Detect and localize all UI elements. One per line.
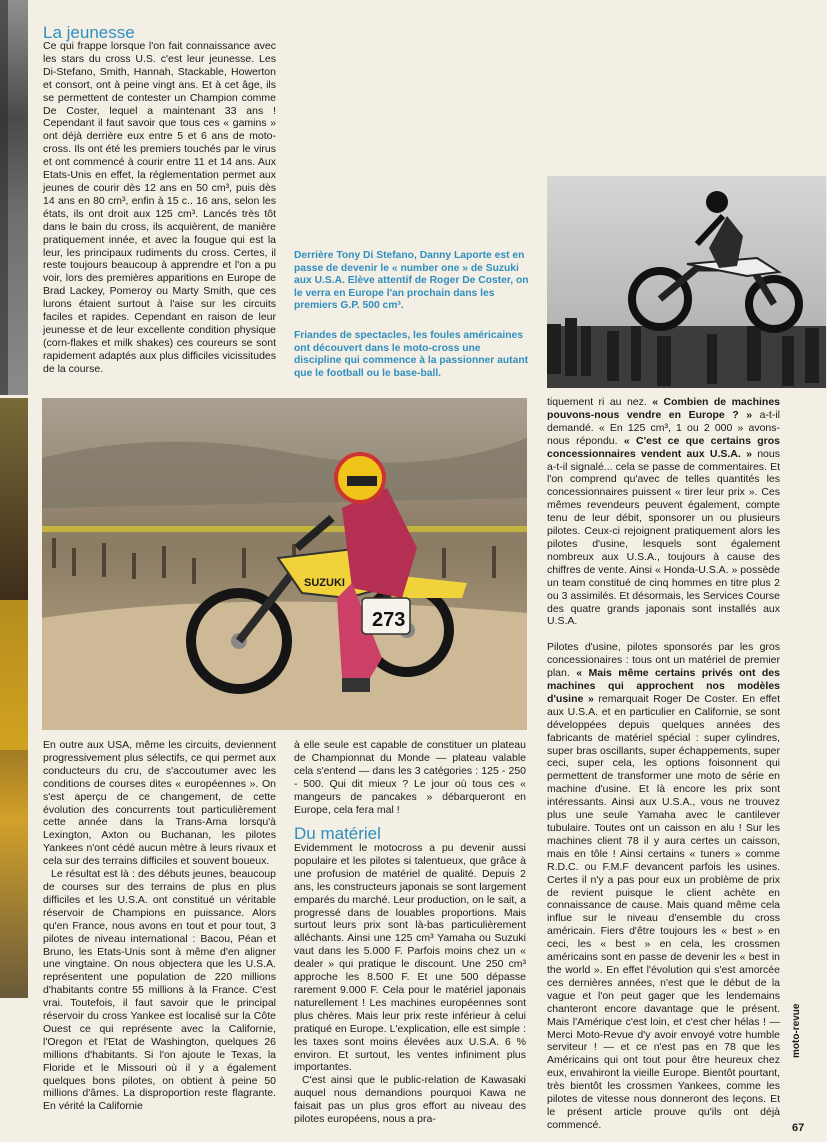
paragraph-machines <box>547 396 780 628</box>
quote-concessionnaires: « C'est ce que certains gros concessionnaires vendent aux U.S.A. » <box>547 434 780 460</box>
column-a-text <box>43 40 276 376</box>
caption-laporte: Derrière Tony Di Stefano, Danny Laporte est en passe de devenir le « number one » de Suzuki aux U.S.A. Elève attentif de Roger De Coster, on le verra en Europe l'an prochain dans les premiers G.P. 500 cm³. <box>294 250 529 312</box>
paragraph-resultat: Le résultat est là : des débuts jeunes, beaucoup de courses sur des terrains de plus en plus difficiles et les U.S.A. ont constitué un véritable réservoir de Champions en puissance. Alors qu'en France, nous avons en tout et pour tout, 3 pilotes de niveau international : Bacou, Péan et Bruno, les Etats-Unis sont à même d'en aligner une vingtaine. On nous objectera que les U.S.A. représentent une population de 220 millions d'habitants contre 55 millions à la France. C'est vrai. Toutefois, il faut savoir que le principal réservoir du cross Yankee est localisé sur la Côte Ouest ce qui représente avec la Californie, l'Oregon et l'Etat de Washington, quelques 26 millions d'habitants. Si l'on ajoute le Texas, la Floride et le Missouri où il y a également quelques bons pilotes, on obtient à peine 50 millions d'âmes. La disproportion reste flagrante. En vérité la Californie <box>43 868 276 1113</box>
paragraph-jeunesse: Ce qui frappe lorsque l'on fait connaissance avec les stars du cross U.S. c'est leur jeunesse. Les Di-Stefano, Smith, Hannah, Stackable, Howerton et consort, ont à peine vingt ans. Et à cet âge, ils se permettent de contester un Champion comme De Coster, lequel a maintenant 33 ans ! Cependant il faut savoir que tous ces « gamins » ont déjà derrière eux entre 5 et 6 ans de moto-cross. Ils ont été les premiers touchés par le virus et ont commencé à courir entre 11 et 14 ans. Aux Etats-Unis en effet, la réglementation permet aux jeunes de courir dès 12 ans en 50 cm³, puis dès 14 ans en 80 cm³, enfin à 15 c.. 16 ans, selon les états, ils ont droit aux 125 cm³. Lancés très tôt dans le bain du cross, ils acquièrent, de manière pratiquement innée, et avec la fougue qui est la leur, les principaux rudiments du cross. Certes, il reste toujours beaucoup à apprendre et l'on a pu voir, lors des premières apparitions en Europe de Brad Lackey, Pomeroy ou Marty Smith, que ces lurons étaient surtout à l'aise sur les circuits faciles et rapides. Cependant en raison de leur jeunesse et de leur excellente condition physique (corn-flakes et milk shakes) ces coureurs se sont rapidement adaptés aux plus difficiles vicissitudes de la course. <box>43 40 276 375</box>
photo-suzuki-rider-graphic <box>42 398 527 730</box>
machines-end: nous a-t-il signalé... cela se passe de commentaires. Et l'on comprend qu'avec de telles quantités les concessionnaires puissent « tirer leur prix ». Ces mêmes revendeurs peuvent également, compte tenu de leur débit, sponsorer un ou plusieurs pilotes. Ceux-ci rejoignent pratiquement alors les pilotes d'usine, lesquels sont également nombreux aux U.S.A., toujours à cause des chiffres de vente. Ainsi « Honda-U.S.A. » possède un team constitué de cinq hommes en titre plus 2 ou 3 assimilés. Et désormais, les Services Course des quatre grands japonais sont installés aux U.S.A. <box>547 447 780 628</box>
quote-prives: « Mais même certains privés ont des machines qui approchent nos modèles d'usine » <box>547 667 780 705</box>
left-edge-photo-strip <box>0 0 28 1142</box>
rider-number-plate: 273 <box>372 609 406 631</box>
column-d-text <box>547 396 780 1132</box>
photo-rider-jump-graphic <box>547 176 826 388</box>
column-b-text <box>43 739 276 1113</box>
machines-mid: a-t-il demandé. « En 125 cm³, 1 ou 2 000 » avons-nous répondu. <box>547 408 780 447</box>
left-edge-photo-graphic <box>0 0 28 1142</box>
pilotes-lead: Pilotes d'usine, pilotes sponsorés par les gros concessionaires : tous ont un matériel de premier plan. <box>547 641 780 680</box>
paragraph-pilotes-usine <box>547 641 780 1131</box>
paragraph-kawasaki: C'est ainsi que le public-relation de Kawasaki auquel nous demandions pourquoi Kawa ne faisait pas un plus gros effort au niveau des pilotes européens, nous a pra- <box>294 1074 526 1126</box>
column-c-text <box>294 842 526 1126</box>
machines-lead: tiquement ri au nez. <box>547 396 647 408</box>
section-heading-jeunesse: La jeunesse <box>43 23 135 42</box>
magazine-folio: moto-revue <box>791 1003 802 1058</box>
photo-rider-jump <box>547 176 826 388</box>
section-heading-materiel: Du matériel <box>294 824 381 843</box>
caption-crowd: Friandes de spectacles, les foules américaines ont découvert dans le moto-cross une discipline qui commence à la passionner autant que le football ou le base-ball. <box>294 330 529 379</box>
paragraph-motocross: Evidemment le motocross a pu devenir aussi populaire et les pilotes si talentueux, que grâce à une profusion de matériel de qualité. Depuis 2 ans, les constructeurs japonais se sont largement emparés du marché. Leur production, on le sait, a progressé dans de louables proportions. Mais surtout leurs prix sont là-bas particulièrement alléchants. Ainsi une 125 cm³ Yamaha ou Suzuki vaut dans les 5.000 F. Parfois moins chez un « dealer » qui pratique le discount. Une 250 cm³ approche les 8.500 F. Et une 500 dépasse rarement 9.000 F. Cela pour le matériel japonais naturellement ! Les machines européennes sont plus chères. Mais leur prix reste inférieur à celui pratiqué en Europe. L'explication, elle est simple : les taxes sont moins élevées aux U.S.A. 6 % environ. Et surtout, les ventes infiniment plus importantes. <box>294 842 526 1074</box>
page-number: 67 <box>792 1122 805 1134</box>
paragraph-circuits: En outre aux USA, même les circuits, deviennent progressivement plus sélectifs, ce qui permet aux conducteurs du cru, de s'accoutumer avec les conditions de courses dites « européennes ». On s'est aperçu de ce changement, de cette évolution des concurrents tout particulièrement cette année dans la Trans-Ama lorsqu'à Lexington, Axton ou Buchanan, les pilotes Yankees n'ont cédé aucun mètre à leurs rivaux et cela sur des terrains difficiles et souvent boueux. <box>43 739 276 868</box>
quote-combien: « Combien de machines pouvons-nous vendre en Europe ? » <box>547 396 781 421</box>
column-c-intro <box>294 739 526 816</box>
photo-suzuki-rider <box>42 398 527 730</box>
pilotes-end: remarquait Roger De Coster. En effet aux U.S.A. et en particulier en Californie, se sont développées depuis quelques années des fabricants de matériel spécial : super cylindres, super bras oscillants, super échappements, super ceci, super cela, les options foisonnent qui permettent de transformer une moto de série en machine d'usine. Et là encore les prix sont intéressants. Ainsi aux U.S.A., vous ne trouvez plus une seule Yamaha avec le cantilever tubulaire. Toutes ont un caisson en alu ! Sur les machines client 78 il y aura certes un caisson, mais en tôle ! Ainsi certains « tuners » comme R.D.C. ou F.M.F devancent parfois les usines. Certes il n'y a pas pour eux un problème de prix de revient puisque le client achète en connaissance de cause. Mais quand même cela influe sur le niveau d'ensemble du cross américain. Fiers d'être toujours les « best » en ceci, les « best » en cela, les crossmen américains sont en passe de devenir les « best in the world ». En effet l'évolution qui s'est amorcée ces dernières années, n'est que le début de la vague et l'on peut gager que les lendemains chanteront encore davantage que le présent. Mais l'Amérique c'est loin, et c'est cher hélas ! — Merci Moto-Revue d'y avoir envoyé votre humble serviteur ! — et ce n'est pas en 78 que les Américains qui ont tout pour être heureux chez eux, envahiront la vieille Europe. Bientôt pourtant, très bientôt les crossmen Yankees, comme les pilotes de vitesse nous donneront des leçons. Et le présent article prouve qu'ils ont déjà commencé. <box>547 692 780 1131</box>
paragraph-californie: à elle seule est capable de constituer un plateau de Championnat du Monde — plateau valable cela s'entend — dans les 3 catégories : 125 - 250 - 500. Qui dit mieux ? Le jour où tous ces « mangeurs de pancakes » débarqueront en Europe, cela fera mal ! <box>294 739 526 816</box>
bike-brand-label: SUZUKI <box>304 577 345 589</box>
